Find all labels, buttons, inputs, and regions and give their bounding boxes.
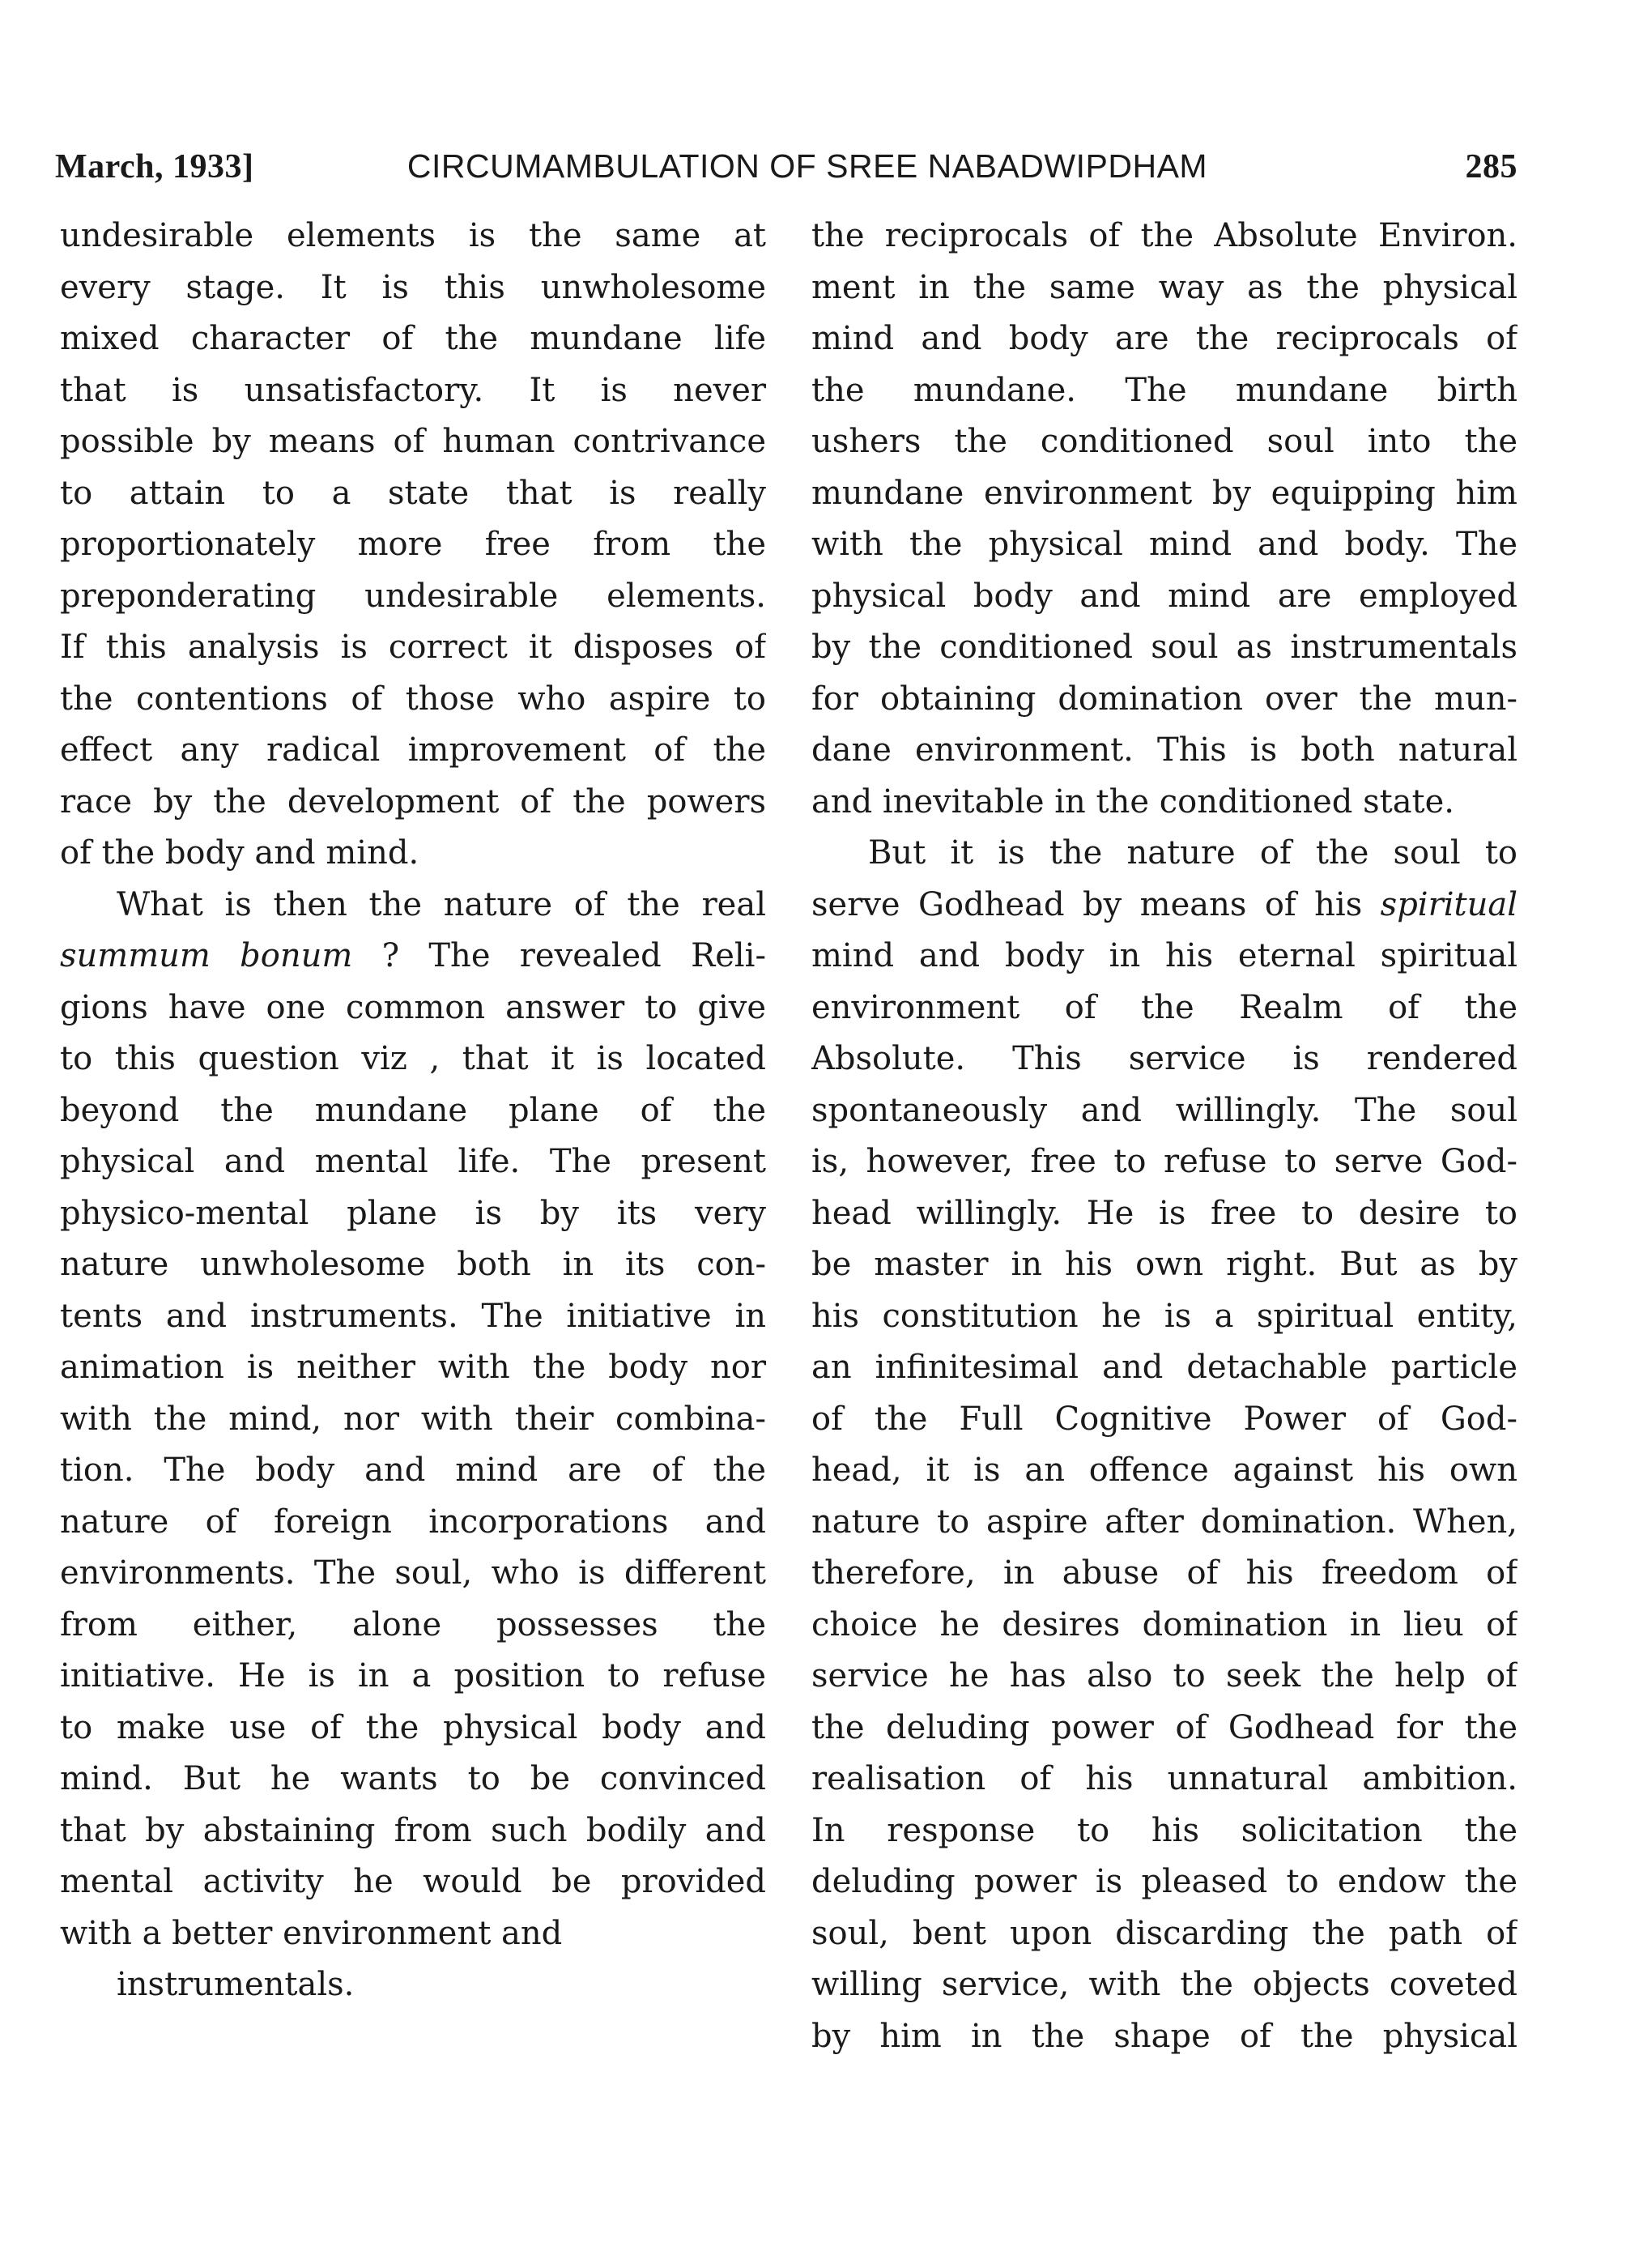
text-run: serve Godhead by means of his xyxy=(811,885,1381,923)
text-line: by the conditioned soul as instrumentals xyxy=(811,629,1517,666)
text-line: choice he desires domination in lieu of xyxy=(811,1605,1517,1643)
text-line: effect any radical improvement of the xyxy=(60,731,766,769)
text-line: If this analysis is correct it disposes of xyxy=(60,629,766,666)
text-line: from either, alone possesses the xyxy=(60,1605,766,1643)
text-line: preponderating undesirable elements. xyxy=(60,577,766,615)
text-line: race by the development of the powers xyxy=(60,782,766,821)
text-line: with the physical mind and body. The xyxy=(811,526,1517,563)
text-line: ment in the same way as the physical xyxy=(811,268,1517,306)
text-line: mind. But he wants to be convinced xyxy=(60,1760,766,1797)
text-line xyxy=(60,931,766,983)
running-title: CIRCUMAMBULATION OF SREE NABADWIPDHAM xyxy=(406,147,1208,185)
text-line: physico-mental plane is by its very xyxy=(60,1194,766,1232)
text-line: the contentions of those who aspire to xyxy=(60,680,766,718)
text-line: the mundane. The mundane birth xyxy=(811,371,1517,409)
text-line: dane environment. This is both natural xyxy=(811,731,1517,769)
text-line: with the mind, nor with their combina- xyxy=(60,1400,766,1438)
text-line: environment of the Realm of the xyxy=(811,988,1517,1026)
text-line: ushers the conditioned soul into the xyxy=(811,423,1517,460)
text-line: by him in the shape of the physical xyxy=(811,2017,1517,2055)
text-line: to this question viz , that it is located xyxy=(60,1040,766,1077)
text-line: In response to his solicitation the xyxy=(811,1811,1517,1849)
text-line: environments. The soul, who is different xyxy=(60,1554,766,1592)
text-line: What is then the nature of the real xyxy=(117,885,766,923)
text-line: nature of foreign incorporations and xyxy=(60,1503,766,1541)
text-line: mind and body are the reciprocals of xyxy=(811,320,1517,357)
text-line: therefore, in abuse of his freedom of xyxy=(811,1554,1517,1592)
text-line: to make use of the physical body and xyxy=(60,1708,766,1746)
text-line: But it is the nature of the soul to xyxy=(868,834,1517,872)
text-line: of the Full Cognitive Power of God- xyxy=(811,1400,1517,1438)
text-line: beyond the mundane plane of the xyxy=(60,1091,766,1129)
text-line: the reciprocals of the Absolute Environ. xyxy=(811,217,1517,254)
text-line: willing service, with the objects coveted xyxy=(811,1966,1517,2003)
text-line: for obtaining domination over the mun- xyxy=(811,680,1517,718)
text-line: mixed character of the mundane life xyxy=(60,320,766,357)
text-line: physical and mental life. The present xyxy=(60,1143,766,1180)
text-line: head willingly. He is free to desire to xyxy=(811,1194,1517,1232)
left-column xyxy=(60,211,766,2011)
text-line: tents and instruments. The initiative in xyxy=(60,1297,766,1335)
text-line: soul, bent upon discarding the path of xyxy=(811,1914,1517,1952)
text-line: mind and body in his eternal spiritual xyxy=(811,937,1517,974)
text-line: possible by means of human contrivance xyxy=(60,423,766,460)
text-line: undesirable elements is the same at xyxy=(60,217,766,254)
text-line: initiative. He is in a position to refuse xyxy=(60,1657,766,1695)
text-line: mental activity he would be provided xyxy=(60,1863,766,1900)
text-line: with a better environment and xyxy=(60,1914,563,1952)
text-run: ? The revealed Reli- xyxy=(352,937,766,974)
text-line: that is unsatisfactory. It is never xyxy=(60,371,766,409)
italic-phrase: spiritual xyxy=(1380,885,1517,923)
text-line: be master in his own right. But as by xyxy=(811,1246,1517,1283)
text-line: service he has also to seek the help of xyxy=(811,1657,1517,1695)
text-line: deluding power is pleased to endow the xyxy=(811,1863,1517,1900)
text-line: the deluding power of Godhead for the xyxy=(811,1708,1517,1746)
text-line: Absolute. This service is rendered xyxy=(811,1040,1517,1077)
text-line: spontaneously and willingly. The soul xyxy=(811,1091,1517,1129)
text-line: every stage. It is this unwholesome xyxy=(60,268,766,306)
text-line: to attain to a state that is really xyxy=(60,474,766,512)
text-line: animation is neither with the body nor xyxy=(60,1349,766,1386)
text-line: realisation of his unnatural ambition. xyxy=(811,1760,1517,1797)
text-line: proportionately more free from the xyxy=(60,526,766,563)
text-line: and inevitable in the conditioned state. xyxy=(811,782,1455,821)
text-line: is, however, free to refuse to serve God- xyxy=(811,1143,1517,1180)
page-number: 285 xyxy=(1465,148,1517,185)
issue-date: March, 1933] xyxy=(55,148,254,185)
text-line: head, it is an offence against his own xyxy=(811,1452,1517,1489)
text-line: mundane environment by equipping him xyxy=(811,474,1517,512)
text-line: physical body and mind are employed xyxy=(811,577,1517,615)
italic-phrase: summum bonum xyxy=(60,937,353,974)
text-line: gions have one common answer to give xyxy=(60,988,766,1026)
text-line: nature unwholesome both in its con- xyxy=(60,1246,766,1283)
text-line: an infinitesimal and detachable particle xyxy=(811,1349,1517,1386)
text-line xyxy=(811,880,1517,932)
text-line: of the body and mind. xyxy=(60,834,419,872)
right-column xyxy=(811,211,1517,2062)
text-line: instrumentals. xyxy=(117,1966,355,2003)
running-head xyxy=(55,147,1517,196)
text-line: nature to aspire after domination. When, xyxy=(811,1503,1517,1541)
text-line: his constitution he is a spiritual entity, xyxy=(811,1297,1517,1335)
text-line: tion. The body and mind are of the xyxy=(60,1452,766,1489)
text-line: that by abstaining from such bodily and xyxy=(60,1811,766,1849)
